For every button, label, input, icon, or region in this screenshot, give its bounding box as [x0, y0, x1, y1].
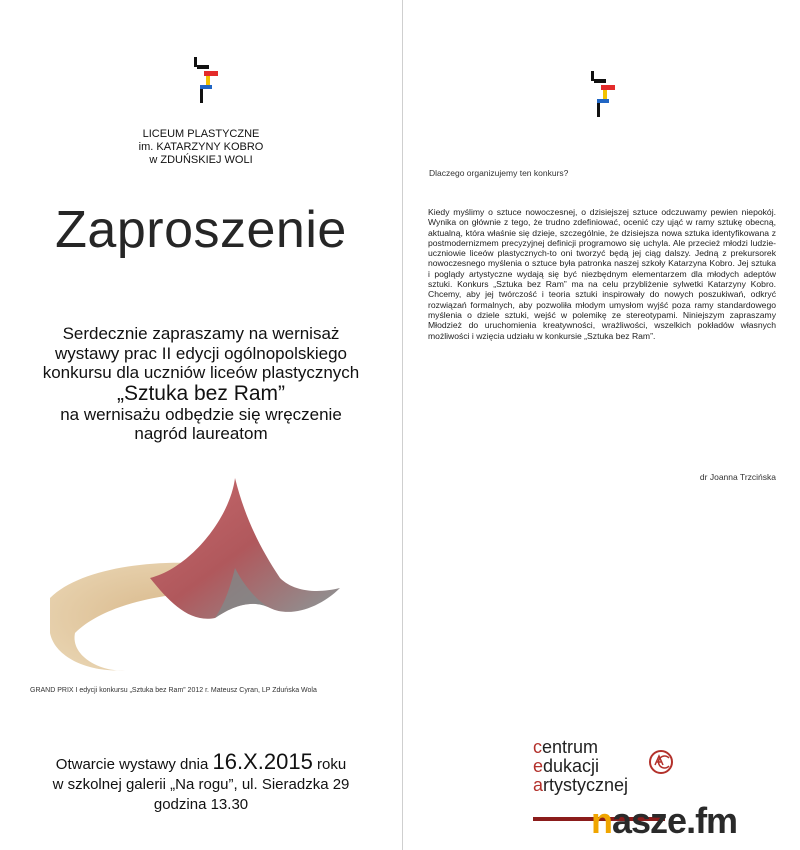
watermark-rest: asze.fm: [612, 800, 738, 841]
invite-line: konkursu dla uczniów liceów plastycznych: [42, 363, 360, 382]
right-panel: [403, 0, 800, 850]
watermark-n: n: [591, 800, 612, 841]
school-line: LICEUM PLASTYCZNE: [142, 128, 260, 140]
opening-date: 16.X.2015: [212, 749, 313, 774]
nasze-fm-watermark: [591, 800, 737, 842]
invite-line: na wernisażu odbędzie się wręczenie: [60, 404, 342, 424]
invite-line: Serdecznie zapraszamy na wernisaż: [62, 324, 340, 343]
invite-line: wystawy prac II edycji ogólnopolskiego: [55, 343, 347, 363]
essay-paragraph: Kiedy myślimy o sztuce nowoczesnej, o dzisiejszej sztuce odczuwamy pewien niepokój. Wynika on głównie z tego, że trudno zdefiniować, ocenić czy ująć w ramy sztukę obecną, aktualną, która właśnie się dzieje, szczególnie, że dzisiejsza nowa sztuka identyfikowana z postmodernizmem precyzyjnej definicji programowo się uchyla. Ale przecież młodzi ludzie-uczniowie liceów plastycznych-to oni tworzyć będą jej ciąg dalszy. Jedną z prekursorek nowoczesnego myślenia o sztuce była patronka naszej szkoły Katarzyna Kobro. Jej sztuka i poglądy artystyczne wydają się być niezbędnym elementarzem dla młodych adeptów sztuki. Konkurs „Sztuka bez Ram” ma na celu przybliżenie sylwetki Katarzyny Kobro. Chcemy, aby jej twórczość i teoria sztuki inspirowały do nowych poszukiwań, odkryć rozwiązań formalnych, aby pozwoliła młodym umysłom wyjść poza ramy standardowego myślenia o dziele sztuki, wejść w polemikę ze stereotypami. Niniejszym zapraszamy Młodzież do uruchomienia kreatywności, wrażliwości, wszelkich pokładów własnych możliwości i wzięcia udziału w konkursie „Sztuka bez Ram”.: [428, 207, 776, 341]
cea-emblem-icon: [648, 749, 674, 775]
opening-line-3: godzina 13.30: [153, 796, 249, 813]
school-line: im. KATARZYNY KOBRO: [138, 141, 264, 153]
question-heading: Dlaczego organizujemy ten konkurs?: [429, 168, 569, 178]
invitation-text: [0, 324, 402, 444]
cea-line: edukacji: [533, 756, 600, 776]
contest-name: „Sztuka bez Ram”: [116, 381, 286, 405]
school-logo-icon: [192, 57, 220, 105]
cea-line: artystycznej: [533, 775, 629, 795]
opening-post: roku: [312, 756, 347, 773]
cea-line: centrum: [533, 737, 599, 757]
invite-line: nagród laureatom: [134, 424, 268, 443]
image-caption: GRAND PRIX I edycji konkursu „Sztuka bez Ram” 2012 r. Mateusz Cyran, LP Zduńska Wola: [30, 687, 317, 694]
page-title: Zaproszenie: [55, 201, 347, 259]
school-logo-icon: [589, 71, 617, 119]
school-line: w ZDUŃSKIEJ WOLI: [149, 154, 253, 166]
opening-pre: Otwarcie wystawy dnia: [55, 756, 213, 773]
opening-line-1: [0, 749, 402, 775]
cea-word: rtystycznej: [543, 775, 629, 795]
opening-info: [0, 749, 402, 815]
sculpture-image: [30, 458, 380, 678]
cea-word: entrum: [542, 737, 599, 757]
cea-word: dukacji: [543, 756, 600, 776]
school-name: [0, 128, 402, 167]
signature: dr Joanna Trzcińska: [699, 472, 776, 482]
essay-text: [428, 207, 776, 341]
opening-line-2: w szkolnej galerii „Na rogu”, ul. Sieradzka 29: [52, 776, 350, 793]
